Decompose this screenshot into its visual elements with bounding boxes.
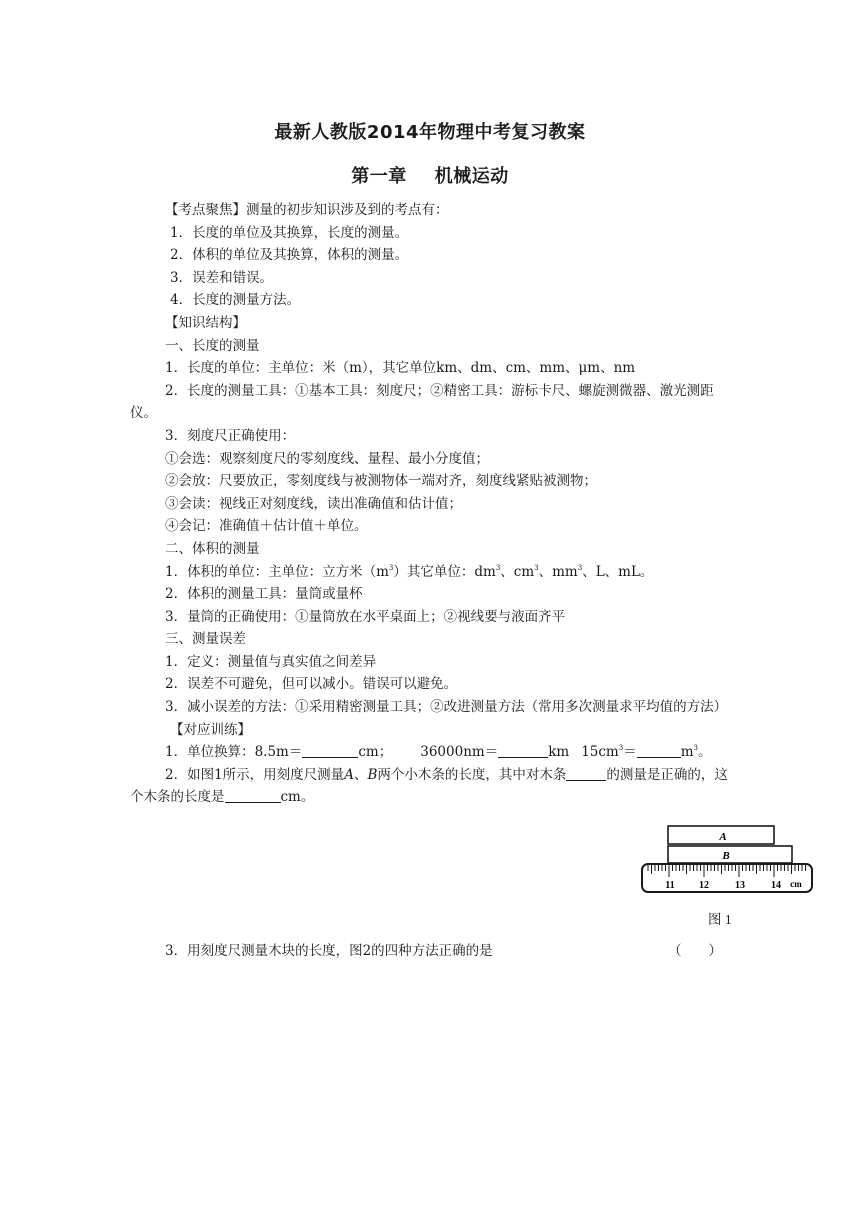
superscript: 3 bbox=[495, 563, 501, 572]
length-section-title: 一、长度的测量 bbox=[165, 337, 260, 354]
answer-blank[interactable] bbox=[302, 743, 358, 758]
ruler-record: ④会记：准确值＋估计值＋单位。 bbox=[165, 518, 368, 535]
volume-units-text: 1．体积的单位：主单位：立方米（m bbox=[165, 563, 389, 580]
ruler-figure bbox=[636, 822, 816, 902]
label-a: A bbox=[719, 831, 727, 843]
q1-text: m bbox=[680, 744, 694, 761]
chapter-label: 第一章 bbox=[351, 166, 407, 187]
q1-text: 。 bbox=[697, 744, 712, 761]
q2-text: 、 bbox=[353, 766, 368, 783]
tick-label: 13 bbox=[735, 880, 745, 891]
answer-blank[interactable] bbox=[566, 766, 606, 781]
q2-text: cm。 bbox=[280, 789, 315, 806]
ruler-read: ③会读：视线正对刻度线，读出准确值和估计值； bbox=[165, 495, 462, 512]
q2-label-b: B bbox=[367, 766, 378, 783]
answer-parentheses[interactable]: （ ） bbox=[668, 943, 722, 959]
focus-heading: 【考点聚焦】 bbox=[165, 202, 246, 218]
chapter-name: 机械运动 bbox=[434, 166, 509, 187]
focus-intro-text: 测量的初步知识涉及到的考点有： bbox=[246, 202, 449, 218]
error-note: 2．误差不可避免，但可以减小。错误可以避免。 bbox=[165, 676, 458, 693]
volume-units-text: 、cm bbox=[500, 563, 535, 580]
question-3: 3．用刻度尺测量木块的长度，图2的四种方法正确的是 bbox=[165, 943, 493, 959]
q1-text: km bbox=[548, 744, 570, 761]
error-definition: 1．定义：测量值与真实值之间差异 bbox=[165, 653, 377, 670]
volume-units bbox=[130, 561, 735, 584]
volume-units-text: 、L、mL。 bbox=[582, 563, 654, 580]
q2-text: 2．如图1所示，用刻度尺测量 bbox=[165, 766, 345, 783]
ruler-place: ②会放：尺要放正，零刻度线与被测物体一端对齐，刻度线紧贴被测物； bbox=[165, 473, 597, 490]
ruler-unit: cm bbox=[790, 879, 802, 889]
answer-blank[interactable] bbox=[498, 743, 548, 758]
q2-label-a: A bbox=[344, 766, 354, 783]
q2-text: 两个小木条的长度，其中对木条 bbox=[377, 766, 567, 783]
focus-item: 3．误差和错误。 bbox=[170, 269, 274, 286]
tick-label: 14 bbox=[771, 880, 781, 891]
volume-tools: 2．体积的测量工具：量筒或量杯 bbox=[165, 586, 363, 603]
superscript: 3 bbox=[618, 744, 624, 753]
q1-text: 36000nm＝ bbox=[420, 744, 499, 761]
superscript: 3 bbox=[388, 563, 394, 572]
chapter-title bbox=[0, 162, 860, 188]
length-units: 1．长度的单位：主单位：米（m），其它单位km、dm、cm、mm、μm、nm bbox=[165, 360, 636, 377]
document-title: 最新人教版2014年物理中考复习教案 bbox=[274, 122, 586, 143]
answer-blank[interactable] bbox=[225, 788, 281, 803]
training-heading: 【对应训练】 bbox=[170, 721, 251, 738]
q1-text: cm； bbox=[358, 744, 393, 761]
q1-text: 15cm bbox=[581, 744, 619, 761]
wood-strip-b bbox=[668, 846, 792, 863]
cylinder-usage: 3．量筒的正确使用：①量筒放在水平桌面上；②视线要与液面齐平 bbox=[165, 608, 566, 625]
figure-1-caption: 图 1 bbox=[708, 912, 732, 927]
structure-heading: 【知识结构】 bbox=[165, 314, 246, 331]
label-b: B bbox=[722, 850, 730, 862]
q1-text: 1．单位换算：8.5m＝ bbox=[165, 744, 303, 761]
focus-item: 2．体积的单位及其换算，体积的测量。 bbox=[170, 247, 409, 264]
question-1 bbox=[130, 741, 735, 764]
answer-blank[interactable] bbox=[637, 743, 681, 758]
q1-text: ＝ bbox=[623, 744, 637, 761]
superscript: 3 bbox=[534, 563, 539, 572]
superscript: 3 bbox=[693, 744, 698, 753]
volume-units-text: ）其它单位：dm bbox=[393, 563, 496, 580]
q2-text: 的测量是正确的，这个木条的长度是 bbox=[130, 766, 728, 806]
error-section-title: 三、测量误差 bbox=[165, 631, 246, 648]
length-tools: 2．长度的测量工具：①基本工具：刻度尺；②精密工具：游标卡尺、螺旋测微器、激光测距仪。 bbox=[130, 382, 714, 422]
error-reduction: 3．减小误差的方法：①采用精密测量工具；②改进测量方法（常用多次测量求平均值的方法） bbox=[165, 699, 728, 716]
tick-label: 12 bbox=[699, 880, 709, 891]
document-body bbox=[130, 199, 735, 809]
question-2 bbox=[130, 764, 735, 809]
focus-intro bbox=[130, 199, 735, 222]
ruler-usage: 3．刻度尺正确使用： bbox=[165, 427, 296, 444]
volume-section-title: 二、体积的测量 bbox=[165, 540, 260, 557]
superscript: 3 bbox=[577, 563, 583, 572]
ruler-select: ①会选：观察刻度尺的零刻度线、量程、最小分度值； bbox=[165, 450, 489, 467]
focus-item: 1．长度的单位及其换算，长度的测量。 bbox=[170, 224, 409, 241]
tick-label: 11 bbox=[665, 880, 675, 891]
volume-units-text: 、mm bbox=[538, 563, 578, 580]
focus-item: 4．长度的测量方法。 bbox=[170, 292, 301, 309]
